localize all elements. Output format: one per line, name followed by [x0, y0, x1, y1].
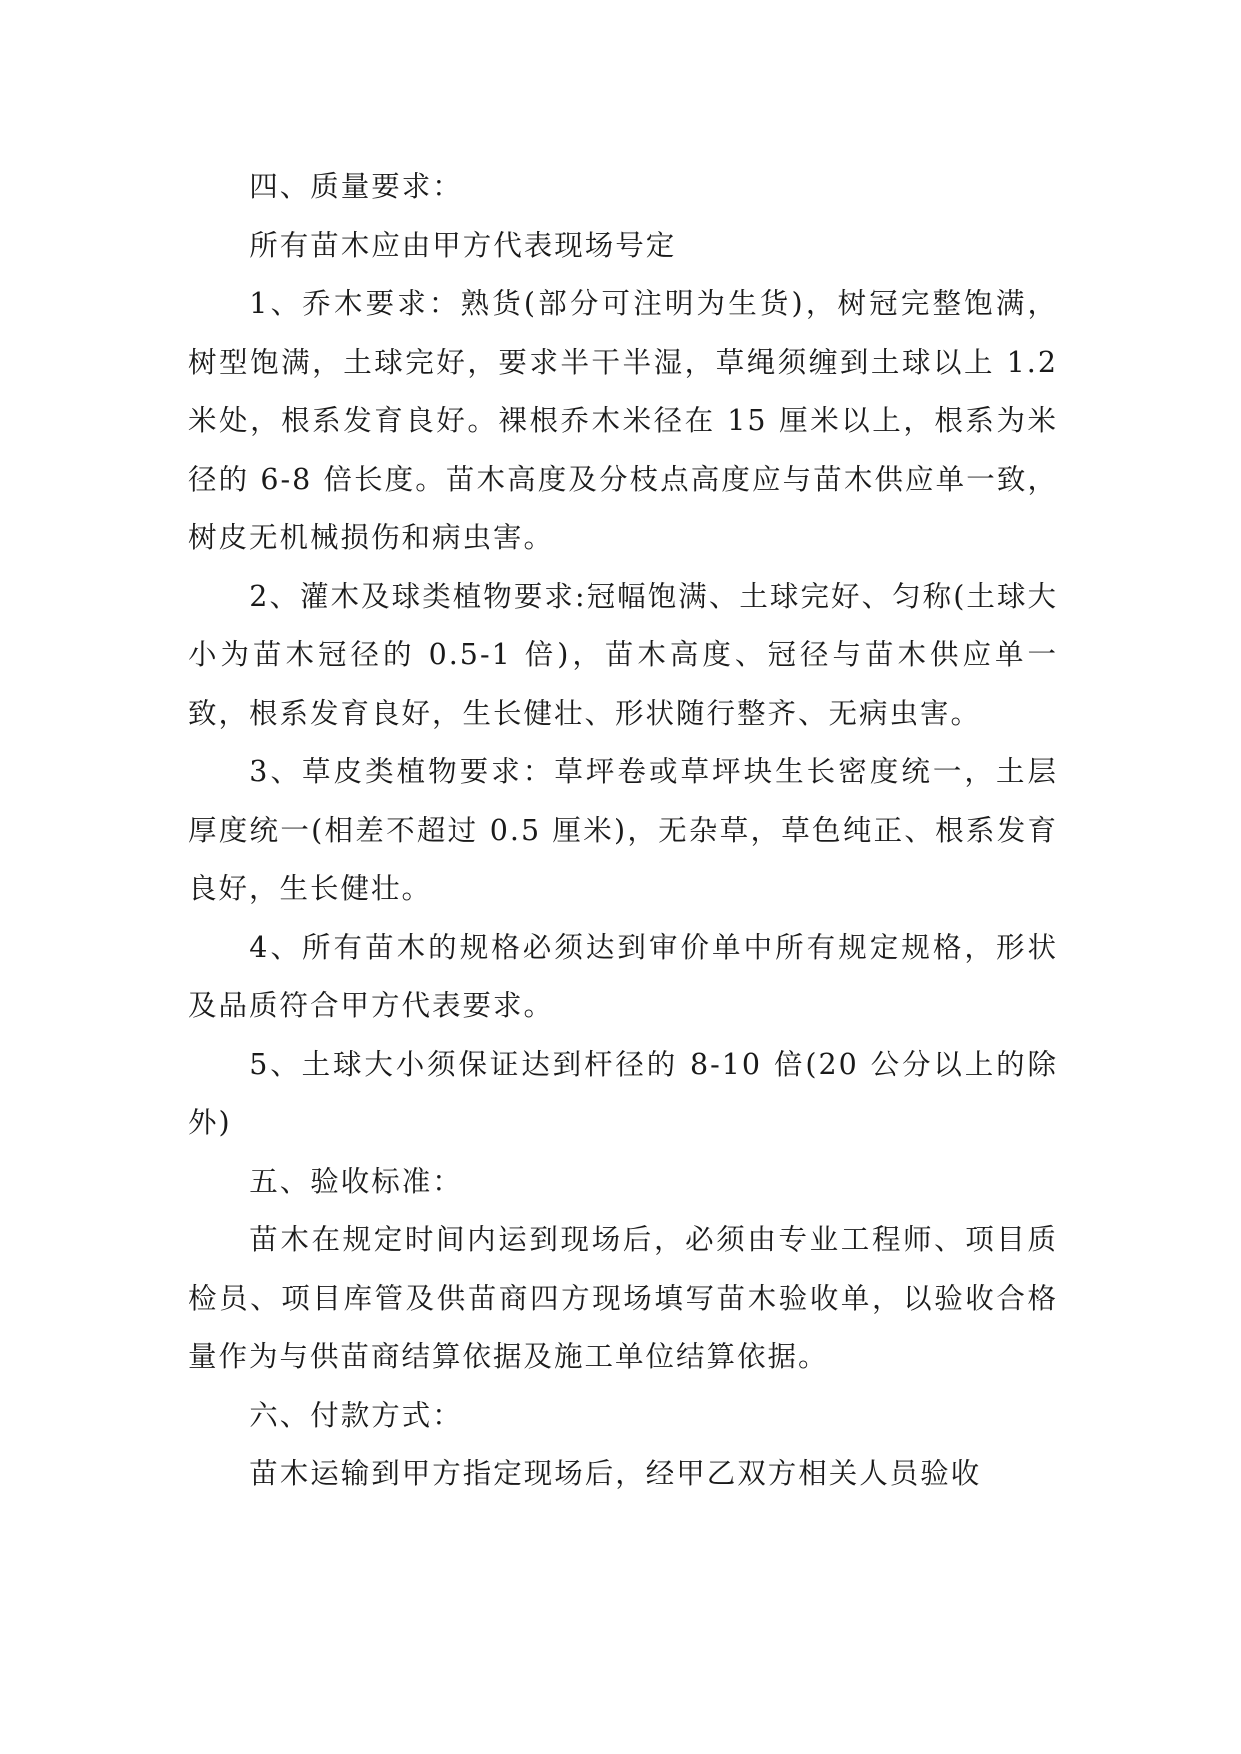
paragraph-tree-requirements: 1、乔木要求：熟货(部分可注明为生货)，树冠完整饱满，树型饱满，土球完好，要求半干半湿，草绳须缠到土球以上 1.2 米处，根系发育良好。裸根乔木米径在 15 厘米以上，根系为米径的 6-8 倍长度。苗木高度及分枝点高度应与苗木供应单一致，树皮无机械损伤和病虫害。: [188, 287, 1058, 554]
document-body: [188, 158, 1058, 1504]
paragraph-quality-intro: 所有苗木应由甲方代表现场号定: [249, 228, 677, 262]
section-heading-quality: 四、质量要求：: [249, 170, 463, 203]
section-heading-payment: 六、付款方式：: [249, 1398, 463, 1432]
paragraph-soil-ball-requirements: 5、土球大小须保证达到杆径的 8-10 倍(20 公分以上的除外): [188, 1047, 1058, 1139]
paragraph-payment-method: 苗木运输到甲方指定现场后，经甲乙双方相关人员验收: [249, 1457, 982, 1490]
paragraph-specification-requirements: 4、所有苗木的规格必须达到审价单中所有规定规格，形状及品质符合甲方代表要求。: [188, 930, 1058, 1022]
paragraph-turf-requirements: 3、草皮类植物要求：草坪卷或草坪块生长密度统一，土层厚度统一(相差不超过 0.5 厘米)，无杂草，草色纯正、根系发育良好，生长健壮。: [188, 755, 1058, 905]
paragraph-shrub-requirements: 2、灌木及球类植物要求:冠幅饱满、土球完好、匀称(土球大小为苗木冠径的 0.5-1 倍)，苗木高度、冠径与苗木供应单一致，根系发育良好，生长健壮、形状随行整齐、无病虫害。: [188, 579, 1058, 730]
paragraph-acceptance-standard: 苗木在规定时间内运到现场后，必须由专业工程师、项目质检员、项目库管及供苗商四方现场填写苗木验收单，以验收合格量作为与供苗商结算依据及施工单位结算依据。: [188, 1223, 1058, 1373]
section-heading-acceptance: 五、验收标准：: [249, 1164, 463, 1198]
